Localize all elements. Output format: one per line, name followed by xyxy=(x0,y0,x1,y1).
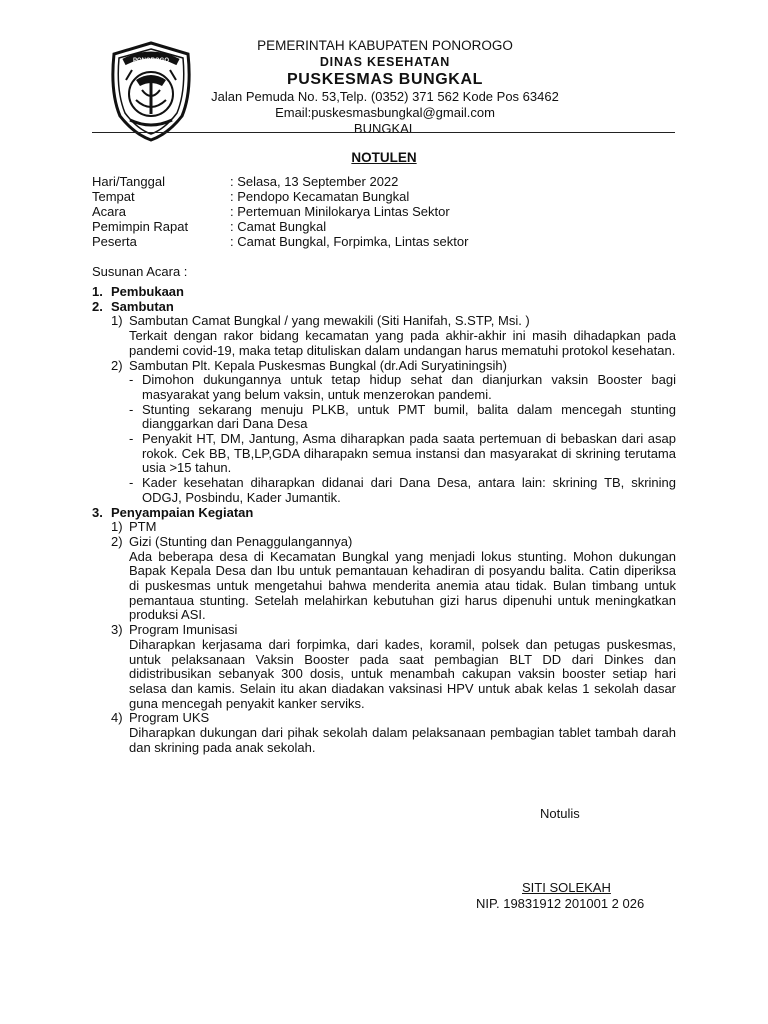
sub-item-paragraph: Diharapkan kerjasama dari forpimka, dari kades, koramil, polsek dan petugas puskesmas, untuk pelaksanaan Vaksin Booster pada saat pembagian BLT DD dari Dinkes dan didistribusikan sebanyak 300 dosis, untuk menambah cakupan vaksin booster setiap hari selasa dan kamis. Selain itu akan diadakan vaksinasi HPV untuk abak kelas 1 sekolah dasar guna mencegah penyakit kanker serviks. xyxy=(129,636,676,711)
letterhead-institution: PUSKESMAS BUNGKAL xyxy=(287,71,483,88)
info-value: : Camat Bungkal xyxy=(230,219,327,234)
sub-item-paragraph: Terkait dengan rakor bidang kecamatan yang pada akhir-akhir ini masih dihadapkan pada pandemi covid-19, maka tetap dituliskan dalam undangan harus mematuhi protokol kesehatan. xyxy=(129,328,676,358)
info-row xyxy=(92,174,468,189)
document-title: NOTULEN xyxy=(351,150,417,165)
dash-marker: - xyxy=(129,372,134,388)
letterhead-city: BUNGKAL xyxy=(353,121,417,136)
info-label: Hari/Tanggal xyxy=(92,174,165,189)
sub-item-number: 1) xyxy=(111,313,123,329)
agenda-body xyxy=(92,285,676,756)
sub-item-title: Sambutan Camat Bungkal / yang mewakili (Siti Hanifah, S.STP, Msi. ) xyxy=(129,313,530,329)
dash-marker: - xyxy=(129,431,134,447)
sub-item-number: 2) xyxy=(111,357,123,373)
bullet-text: Penyakit HT, DM, Jantung, Asma diharapkan pada saata pertemuan di bebaskan dari asap rokok. Cek BB, TB,LP,GDA diharapakn semua instansi dan masyarakat di skrining terutama usia >15 tahun. xyxy=(142,431,676,476)
signature-nip: NIP. 19831912 201001 2 026 xyxy=(476,896,645,911)
sub-item-number: 2) xyxy=(111,533,123,549)
sub-item-number: 3) xyxy=(111,622,123,638)
meeting-info xyxy=(92,174,468,249)
sub-item-title: Program Imunisasi xyxy=(129,622,238,638)
info-row xyxy=(92,234,468,249)
sub-item-title: PTM xyxy=(129,519,157,535)
dash-marker: - xyxy=(129,401,134,417)
sub-item xyxy=(92,520,676,535)
letterhead xyxy=(196,38,574,137)
agenda-heading: Susunan Acara : xyxy=(92,264,188,279)
svg-text:PONOROGO: PONOROGO xyxy=(132,58,170,64)
letterhead-divider xyxy=(92,132,675,133)
info-row xyxy=(92,204,468,219)
ponorogo-emblem-logo xyxy=(106,40,196,142)
bullet-item xyxy=(92,373,676,402)
bullet-item xyxy=(92,403,676,432)
sub-item-title: Program UKS xyxy=(129,710,210,726)
bullet-item xyxy=(92,476,676,505)
letterhead-department: DINAS KESEHATAN xyxy=(319,55,451,69)
section-title: Sambutan xyxy=(111,298,174,314)
section-heading xyxy=(92,285,676,300)
info-row xyxy=(92,219,468,234)
info-row xyxy=(92,189,468,204)
info-value: : Selasa, 13 September 2022 xyxy=(230,174,399,189)
sub-item xyxy=(92,535,676,550)
signature-title: Notulis xyxy=(540,806,580,821)
sub-item-title: Gizi (Stunting dan Penaggulangannya) xyxy=(129,533,353,549)
sub-item xyxy=(92,314,676,329)
section-number: 3. xyxy=(92,504,103,520)
sub-item-number: 1) xyxy=(111,519,123,535)
signature-name: SITI SOLEKAH xyxy=(522,880,611,895)
sub-item-paragraph: Diharapkan dukungan dari pihak sekolah dalam pelaksanaan pembagian tablet tambah darah dan skrining pada anak sekolah. xyxy=(129,725,676,755)
info-value: : Pendopo Kecamatan Bungkal xyxy=(230,189,410,204)
sub-item-paragraph: Ada beberapa desa di Kecamatan Bungkal yang menjadi lokus stunting. Mohon dukungan Bapak Kepala Desa dan Ibu untuk pemantauan kehadiran di posyandu balita. Catin diperiksa di puskesmas untuk mengetahui bahwa menderita anemia atau tidak. Bulan timbang untuk pemantaua stunting. Setelah melahirkan kebutuhan gizi harus dipenuhi untuk meningkatkan produksi ASI. xyxy=(129,548,676,623)
info-value: : Camat Bungkal, Forpimka, Lintas sektor xyxy=(230,234,469,249)
sub-item-title: Sambutan Plt. Kepala Puskesmas Bungkal (dr.Adi Suryatiningsih) xyxy=(129,357,507,373)
section-number: 2. xyxy=(92,298,103,314)
sub-item xyxy=(92,623,676,638)
letterhead-email: Email:puskesmasbungkal@gmail.com xyxy=(275,105,495,120)
bullet-text: Dimohon dukungannya untuk tetap hidup sehat dan dianjurkan vaksin Booster bagi masyarakat yang belum vaksin, untuk menzerokan pandemi. xyxy=(142,372,676,402)
section-heading xyxy=(92,300,676,315)
info-label: Tempat xyxy=(92,189,135,204)
bullet-item xyxy=(92,432,676,476)
sub-item xyxy=(92,359,676,374)
info-label: Acara xyxy=(92,204,126,219)
info-value: : Pertemuan Minilokarya Lintas Sektor xyxy=(230,204,450,219)
bullet-text: Kader kesehatan diharapkan didanai dari Dana Desa, antara lain: skrining TB, skrining ODGJ, Posbindu, Kader Jumantik. xyxy=(142,475,676,505)
info-label: Peserta xyxy=(92,234,137,249)
dash-marker: - xyxy=(129,475,134,491)
section-title: Pembukaan xyxy=(111,284,184,299)
section-number: 1. xyxy=(92,284,103,299)
sub-item xyxy=(92,711,676,726)
bullet-text: Stunting sekarang menuju PLKB, untuk PMT bumil, balita dalam mencegah stunting dianggarkan dari Dana Desa xyxy=(142,401,676,432)
sub-item-number: 4) xyxy=(111,710,123,726)
letterhead-address: Jalan Pemuda No. 53,Telp. (0352) 371 562 Kode Pos 63462 xyxy=(211,89,559,104)
info-label: Pemimpin Rapat xyxy=(92,219,189,234)
section-title: Penyampaian Kegiatan xyxy=(111,504,254,520)
section-heading xyxy=(92,506,676,521)
letterhead-government: PEMERINTAH KABUPATEN PONOROGO xyxy=(257,38,513,53)
